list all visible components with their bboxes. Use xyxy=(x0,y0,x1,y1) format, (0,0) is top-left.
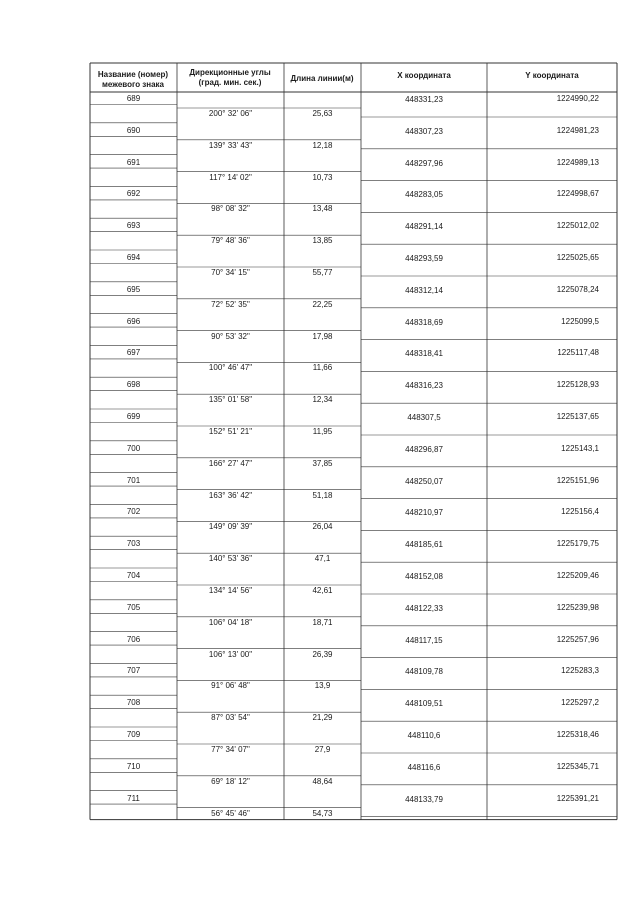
y-coordinate: 1224989,13 xyxy=(556,157,599,167)
line-length: 11,95 xyxy=(312,427,333,436)
point-name: 692 xyxy=(126,189,141,199)
line-length: 26,39 xyxy=(312,649,333,659)
y-coordinate: 1225143,1 xyxy=(561,443,599,453)
direction-angle: 87° 03' 54" xyxy=(211,713,250,723)
y-coordinate: 1225117,48 xyxy=(557,348,599,358)
point-name: 695 xyxy=(126,284,141,294)
line-length: 55,77 xyxy=(312,268,333,277)
line-length: 22,25 xyxy=(312,299,333,309)
direction-angle: 56° 45' 46" xyxy=(211,808,250,818)
x-coordinate: 448318,41 xyxy=(405,349,443,359)
line-length: 11,66 xyxy=(312,363,333,373)
x-coordinate: 448122,33 xyxy=(405,603,443,613)
header-point-line2: межевого знака xyxy=(101,80,165,89)
x-coordinate: 448210,97 xyxy=(405,508,443,518)
y-coordinate: 1225345,71 xyxy=(556,761,599,771)
point-name: 707 xyxy=(126,666,141,676)
point-name: 702 xyxy=(126,507,141,517)
header-angle-line2: (град. мин. сек.) xyxy=(198,78,262,87)
direction-angle: 98° 08' 32" xyxy=(211,204,250,214)
direction-angle: 70° 34' 15" xyxy=(211,268,250,277)
y-coordinate: 1225137,65 xyxy=(556,412,599,421)
x-coordinate: 448297,96 xyxy=(405,158,443,168)
line-length: 10,73 xyxy=(312,172,333,182)
point-name: 704 xyxy=(126,571,141,580)
x-coordinate: 448307,23 xyxy=(405,126,443,136)
direction-angle: 117° 14' 02" xyxy=(209,172,252,182)
point-name: 703 xyxy=(126,539,141,549)
y-coordinate: 1225391,21 xyxy=(556,793,599,803)
line-length: 51,18 xyxy=(312,490,333,500)
point-name: 698 xyxy=(126,380,141,390)
line-length: 21,29 xyxy=(312,713,333,723)
y-coordinate: 1225012,02 xyxy=(556,221,599,231)
x-coordinate: 448117,15 xyxy=(405,635,443,645)
point-name: 701 xyxy=(126,475,141,485)
line-length: 13,85 xyxy=(312,236,333,246)
y-coordinate: 1224998,67 xyxy=(556,189,599,199)
point-name: 696 xyxy=(126,316,141,326)
y-coordinate: 1225078,24 xyxy=(556,284,599,294)
x-coordinate: 448185,61 xyxy=(405,540,443,550)
line-length: 48,64 xyxy=(312,776,333,786)
point-name: 706 xyxy=(126,634,141,644)
direction-angle: 106° 13' 00" xyxy=(208,649,253,659)
line-length: 27,9 xyxy=(314,745,331,754)
y-coordinate: 1225283,3 xyxy=(561,666,599,676)
line-length: 25,63 xyxy=(312,109,333,118)
direction-angle: 90° 53' 32" xyxy=(211,331,250,341)
point-name: 710 xyxy=(126,761,141,771)
direction-angle: 91° 06' 48" xyxy=(211,681,250,691)
point-name: 709 xyxy=(126,730,141,739)
point-name: 697 xyxy=(126,348,141,358)
direction-angle: 134° 14' 56" xyxy=(208,586,253,595)
point-name: 690 xyxy=(126,125,141,135)
y-coordinate: 1224981,23 xyxy=(556,125,599,135)
direction-angle: 77° 34' 07" xyxy=(211,745,250,754)
x-coordinate: 448293,59 xyxy=(405,254,443,263)
direction-angle: 140° 53' 36" xyxy=(208,554,253,564)
line-length: 18,71 xyxy=(312,617,333,627)
direction-angle: 100° 46' 47" xyxy=(208,363,253,373)
y-coordinate: 1225239,98 xyxy=(556,602,599,612)
line-length: 12,34 xyxy=(312,395,333,405)
x-coordinate: 448307,5 xyxy=(407,413,441,422)
line-length: 37,85 xyxy=(312,458,333,468)
direction-angle: 166° 27' 47" xyxy=(208,458,253,468)
direction-angle: 139° 33' 43" xyxy=(208,140,253,150)
direction-angle: 149° 09' 39" xyxy=(208,522,253,532)
x-coordinate: 448331,23 xyxy=(405,95,443,104)
point-name: 705 xyxy=(126,602,141,612)
y-coordinate: 1225128,93 xyxy=(556,380,599,390)
point-name: 694 xyxy=(126,253,141,262)
header-length: Длина линии(м) xyxy=(290,74,354,83)
y-coordinate: 1225209,46 xyxy=(556,571,599,580)
y-coordinate: 1225257,96 xyxy=(556,634,599,644)
direction-angle: 69° 18' 12" xyxy=(211,776,250,786)
point-name: 708 xyxy=(126,698,141,708)
header-angle-line1: Дирекционные углы xyxy=(189,68,271,77)
x-coordinate: 448116,6 xyxy=(407,762,441,772)
direction-angle: 79° 48' 36" xyxy=(211,236,250,246)
line-length: 42,61 xyxy=(312,586,333,595)
direction-angle: 135° 01' 58" xyxy=(208,395,253,405)
direction-angle: 163° 36' 42" xyxy=(208,490,253,500)
y-coordinate: 1225151,96 xyxy=(556,475,599,485)
x-coordinate: 448250,07 xyxy=(405,476,443,486)
direction-angle: 106° 04' 18" xyxy=(208,617,253,627)
y-coordinate: 1225099,5 xyxy=(561,316,599,326)
point-name: 699 xyxy=(126,412,141,421)
x-coordinate: 448109,78 xyxy=(405,667,443,677)
line-length: 12,18 xyxy=(312,140,333,150)
y-coordinate: 1225156,4 xyxy=(561,507,599,517)
x-coordinate: 448110,6 xyxy=(407,731,441,740)
x-coordinate: 448152,08 xyxy=(405,572,443,581)
line-length: 13,9 xyxy=(314,681,331,691)
line-length: 17,98 xyxy=(312,331,333,341)
y-coordinate: 1225318,46 xyxy=(556,730,599,739)
y-coordinate: 1224990,22 xyxy=(556,94,599,103)
header-x: X координата xyxy=(397,71,451,80)
header-point-name xyxy=(90,70,176,90)
header-angle xyxy=(177,68,283,88)
line-length: 13,48 xyxy=(312,204,333,214)
line-length: 47,1 xyxy=(314,554,331,564)
direction-angle: 200° 32' 06" xyxy=(208,109,253,118)
y-coordinate: 1225179,75 xyxy=(556,539,599,549)
y-coordinate: 1225297,2 xyxy=(561,698,599,708)
point-name: 693 xyxy=(126,221,141,231)
x-coordinate: 448296,87 xyxy=(405,444,443,454)
x-coordinate: 448312,14 xyxy=(405,285,443,295)
direction-angle: 72° 52' 35" xyxy=(211,299,250,309)
point-name: 700 xyxy=(126,443,141,453)
direction-angle: 152° 51' 21" xyxy=(208,427,253,436)
x-coordinate: 448318,69 xyxy=(405,317,443,327)
x-coordinate: 448283,05 xyxy=(405,190,443,200)
x-coordinate: 448291,14 xyxy=(405,222,443,232)
x-coordinate: 448133,79 xyxy=(405,794,443,804)
point-name: 689 xyxy=(126,94,141,103)
point-name: 711 xyxy=(127,793,140,803)
x-coordinate: 448109,51 xyxy=(405,699,443,709)
point-name: 691 xyxy=(126,157,141,167)
header-point-line1: Название (номер) xyxy=(97,70,169,79)
line-length: 54,73 xyxy=(312,808,333,818)
y-coordinate: 1225025,65 xyxy=(556,253,599,262)
x-coordinate: 448316,23 xyxy=(405,381,443,391)
line-length: 26,04 xyxy=(312,522,333,532)
header-y: Y координата xyxy=(525,71,579,80)
